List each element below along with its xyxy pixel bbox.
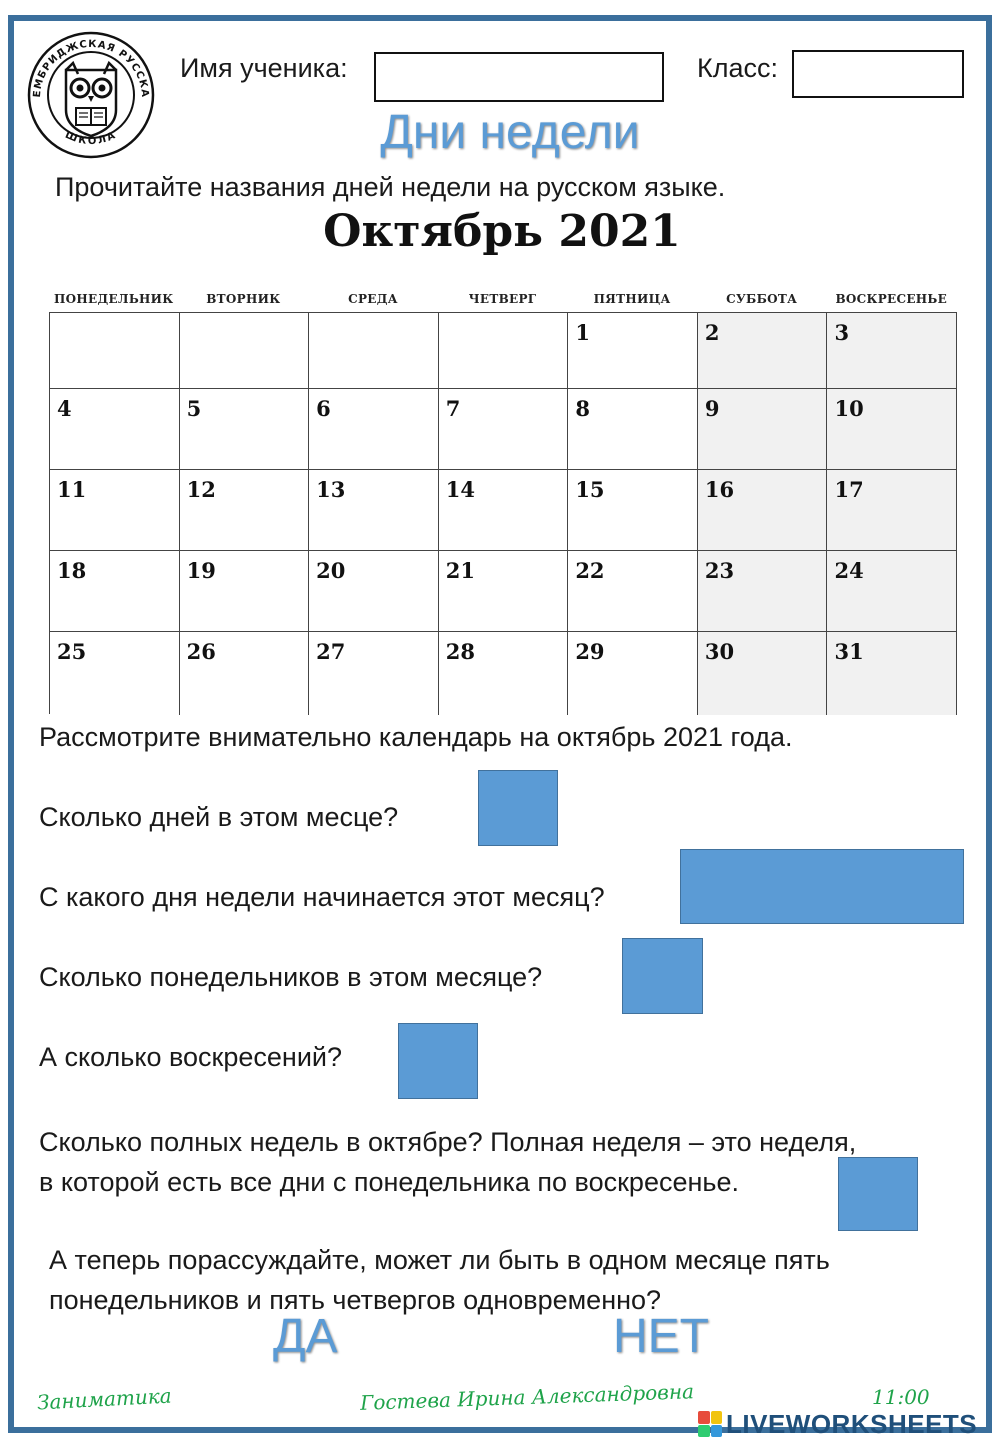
day-number: 27 <box>316 639 346 664</box>
calendar-cell <box>309 313 439 389</box>
day-number: 9 <box>704 396 720 421</box>
day-number: 18 <box>57 558 87 583</box>
calendar-day-names <box>49 292 956 306</box>
calendar-week <box>50 470 957 551</box>
answer-first-weekday-field[interactable] <box>680 849 964 924</box>
day-name-sunday: ВОСКРЕСЕНЬЕ <box>835 292 948 306</box>
calendar-cell <box>439 470 569 551</box>
calendar-cell-weekend <box>698 470 828 551</box>
calendar-cell <box>568 551 698 632</box>
calendar-cell <box>439 389 569 470</box>
calendar-cell-weekend <box>698 551 828 632</box>
calendar-cell <box>180 470 310 551</box>
calendar-title: Октябрь 2021 <box>323 206 681 257</box>
student-name-label: Имя ученика: <box>180 53 348 83</box>
student-name-field[interactable] <box>374 52 664 102</box>
question-mondays-count: Сколько понедельников в этом месяце? <box>39 962 543 992</box>
day-number: 12 <box>186 477 216 502</box>
day-number: 20 <box>316 558 346 583</box>
calendar-cell-weekend <box>827 470 957 551</box>
day-number: 24 <box>834 558 864 583</box>
calendar-cell <box>439 551 569 632</box>
day-number: 10 <box>834 396 864 421</box>
question-first-weekday: С какого дня недели начинается этот месяц? <box>39 882 605 912</box>
calendar-cell <box>50 389 180 470</box>
calendar-cell-weekend <box>827 551 957 632</box>
page-title: Дни недели <box>380 106 640 159</box>
logo-text-top: ЕМБРИДЖСКАЯ РУССКА <box>31 38 151 99</box>
calendar-cell-weekend <box>827 313 957 389</box>
calendar-cell <box>180 313 310 389</box>
day-number: 19 <box>186 558 216 583</box>
calendar-cell <box>309 389 439 470</box>
question-full-weeks-line2: в которой есть все дни с понедельника по воскресенье. <box>39 1167 739 1197</box>
day-number: 16 <box>704 477 735 502</box>
day-number: 23 <box>704 558 735 583</box>
calendar-cell-weekend <box>698 389 828 470</box>
calendar-cell <box>50 313 180 389</box>
day-name-friday: ПЯТНИЦА <box>593 292 671 306</box>
answer-sundays-count-field[interactable] <box>398 1023 478 1099</box>
answer-mondays-count-field[interactable] <box>622 938 703 1014</box>
calendar-cell-weekend <box>827 389 957 470</box>
day-number: 14 <box>445 477 475 502</box>
calendar-cell <box>180 551 310 632</box>
calendar-cell <box>439 632 569 715</box>
choice-yes[interactable]: ДА <box>273 1310 338 1363</box>
day-name-tuesday: ВТОРНИК <box>206 292 281 306</box>
calendar-cell <box>568 389 698 470</box>
day-number: 17 <box>834 477 864 502</box>
calendar-cell <box>568 470 698 551</box>
day-number: 26 <box>186 639 216 664</box>
calendar-week <box>50 313 957 389</box>
calendar-week <box>50 389 957 470</box>
calendar-cell <box>50 632 180 715</box>
day-number: 28 <box>445 639 475 664</box>
calendar-cell <box>309 470 439 551</box>
question-five-mondays-thursdays <box>49 1240 989 1320</box>
calendar-week <box>50 632 957 715</box>
day-number: 22 <box>575 558 605 583</box>
calendar-grid <box>49 312 957 714</box>
questions-intro: Рассмотрите внимательно календарь на октябрь 2021 года. <box>39 722 793 752</box>
liveworksheets-watermark <box>698 1408 977 1440</box>
calendar-cell-weekend <box>698 632 828 715</box>
day-number: 30 <box>704 639 735 664</box>
calendar-cell <box>568 313 698 389</box>
day-name-thursday: ЧЕТВЕРГ <box>468 292 537 306</box>
question-five-line2: понедельников и пять четвергов одновременно? <box>49 1285 662 1315</box>
calendar-cell <box>439 313 569 389</box>
class-label: Класс: <box>697 53 778 83</box>
question-five-line1: А теперь порассуждайте, может ли быть в одном месяце пять <box>49 1245 830 1275</box>
footer-author: Гостева Ирина Александровна <box>359 1379 695 1415</box>
day-number: 2 <box>704 320 720 345</box>
calendar-cell <box>50 551 180 632</box>
day-number: 25 <box>57 639 87 664</box>
calendar-week <box>50 551 957 632</box>
question-sundays-count: А сколько воскресений? <box>39 1042 343 1072</box>
calendar-cell <box>180 389 310 470</box>
instruction-text: Прочитайте названия дней недели на русском языке. <box>55 172 726 202</box>
day-number: 1 <box>575 320 590 345</box>
question-full-weeks-line1: Сколько полных недель в октябре? Полная неделя – это неделя, <box>39 1127 857 1157</box>
day-number: 21 <box>445 558 475 583</box>
logo-text-bottom: ШКОЛА <box>63 129 119 148</box>
question-days-count: Сколько дней в этом месце? <box>39 802 399 832</box>
calendar-cell <box>50 470 180 551</box>
liveworksheets-logo-icon <box>698 1411 722 1437</box>
day-number: 5 <box>186 396 202 421</box>
day-number: 13 <box>316 477 346 502</box>
answer-days-count-field[interactable] <box>478 770 558 846</box>
footer-left-text: Заниматика <box>36 1383 173 1415</box>
choice-no[interactable]: НЕТ <box>613 1310 709 1363</box>
day-number: 8 <box>575 396 590 421</box>
class-field[interactable] <box>792 50 964 98</box>
day-number: 11 <box>57 477 87 502</box>
footer-time: 11:00 <box>872 1385 930 1409</box>
calendar-cell <box>180 632 310 715</box>
day-number: 29 <box>575 639 605 664</box>
day-name-saturday: СУББОТА <box>726 292 798 306</box>
day-number: 3 <box>834 320 850 345</box>
watermark-text: LIVEWORKSHEETS <box>726 1408 978 1439</box>
day-number: 31 <box>834 639 864 664</box>
calendar-cell-weekend <box>827 632 957 715</box>
calendar-cell-weekend <box>698 313 828 389</box>
calendar-cell <box>309 551 439 632</box>
calendar-cell <box>568 632 698 715</box>
day-number: 4 <box>57 396 72 421</box>
day-number: 7 <box>445 396 461 421</box>
day-number: 6 <box>316 396 331 421</box>
answer-full-weeks-field[interactable] <box>838 1157 918 1231</box>
day-number: 15 <box>575 477 605 502</box>
calendar-cell <box>309 632 439 715</box>
day-name-wednesday: СРЕДА <box>348 292 398 306</box>
day-name-monday: ПОНЕДЕЛЬНИК <box>54 292 174 306</box>
